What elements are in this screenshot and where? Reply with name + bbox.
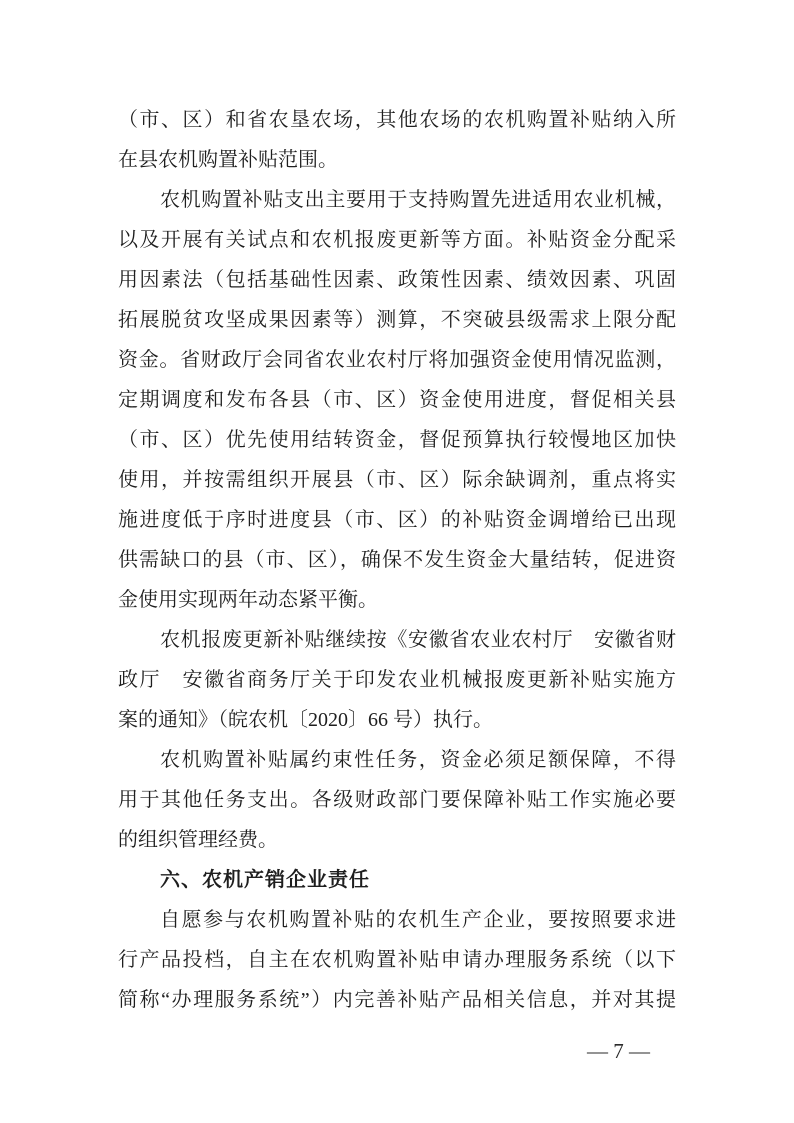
text-line: （市、区）和省农垦农场，其他农场的农机购置补贴纳入所 [118, 109, 676, 131]
page-number: — 7 — [587, 1039, 650, 1063]
text-line: 的组织管理经费。 [118, 829, 278, 851]
text-line: 供需缺口的县（市、区），确保不发生资金大量结转，促进资 [118, 549, 676, 571]
text-line: 简称“办理服务系统”）内完善补贴产品相关信息，并对其提 [118, 989, 676, 1011]
text-line: 行产品投档，自主在农机购置补贴申请办理服务系统（以下 [118, 949, 676, 971]
text-line: （市、区）优先使用结转资金，督促预算执行较慢地区加快 [118, 429, 676, 451]
text-line: 在县农机购置补贴范围。 [118, 149, 338, 171]
text-line: 施进度低于序时进度县（市、区）的补贴资金调增给已出现 [118, 509, 676, 531]
document-body [118, 100, 676, 1020]
text-line: 自愿参与农机购置补贴的农机生产企业，要按照要求进 [160, 909, 676, 931]
text-line: 拓展脱贫攻坚成果因素等）测算，不突破县级需求上限分配 [118, 309, 676, 331]
text-line: 以及开展有关试点和农机报废更新等方面。补贴资金分配采 [118, 229, 676, 251]
text-line: 资金。省财政厅会同省农业农村厅将加强资金使用情况监测， [118, 349, 676, 371]
section-heading: 六、农机产销企业责任 [160, 869, 370, 891]
text-line: 金使用实现两年动态紧平衡。 [118, 589, 378, 611]
text-line: 农机购置补贴支出主要用于支持购置先进适用农业机械， [160, 189, 676, 211]
text-line: 政厅 安徽省商务厅关于印发农业机械报废更新补贴实施方 [118, 669, 676, 691]
text-line: 农机报废更新补贴继续按《安徽省农业农村厅 安徽省财 [160, 629, 676, 651]
text-line: 用于其他任务支出。各级财政部门要保障补贴工作实施必要 [118, 789, 676, 811]
text-line: 农机购置补贴属约束性任务，资金必须足额保障，不得 [160, 749, 676, 771]
text-line: 使用，并按需组织开展县（市、区）际余缺调剂，重点将实 [118, 469, 676, 491]
text-line: 案的通知》（皖农机〔2020〕66 号）执行。 [118, 709, 493, 731]
text-line: 用因素法（包括基础性因素、政策性因素、绩效因素、巩固 [118, 269, 676, 291]
text-line: 定期调度和发布各县（市、区）资金使用进度，督促相关县 [118, 389, 676, 411]
